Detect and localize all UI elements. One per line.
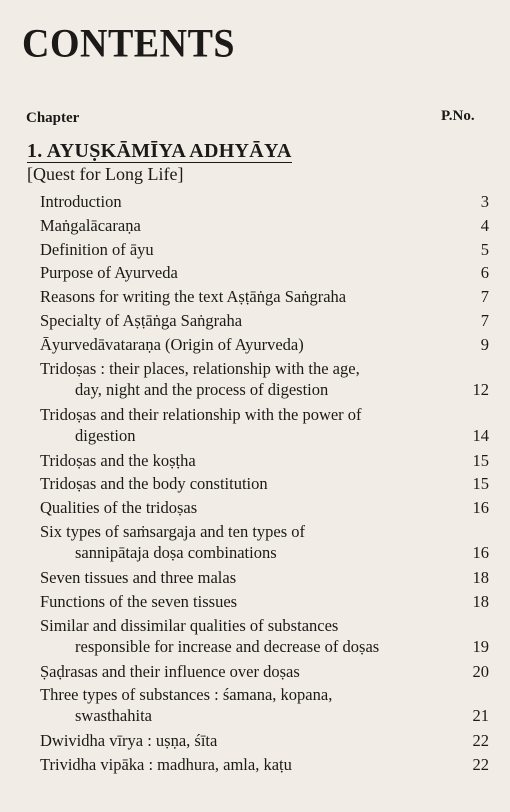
- toc-entry-page: 22: [472, 731, 489, 751]
- page-number-column-header: P.No.: [441, 108, 475, 124]
- toc-entry-page: 14: [472, 425, 489, 445]
- toc-entry-continuation: digestion: [75, 425, 136, 445]
- toc-entry-line: Dwividha vīrya : uṣṇa, śīta: [40, 731, 218, 751]
- toc-entry-continuation: sannipātaja doṣa combinations: [75, 543, 277, 562]
- toc-entry-line: Maṅgalācaraṇa: [40, 215, 141, 235]
- toc-entry-line: Ṣaḍrasas and their influence over doṣas: [40, 661, 300, 681]
- toc-entry-line: Functions of the seven tissues: [40, 591, 238, 611]
- toc-entry-continuation: day, night and the process of digestion: [75, 379, 329, 399]
- page-title: CONTENTS: [22, 21, 236, 67]
- toc-entry-line: Reasons for writing the text Aṣṭāṅga Saṅgraha: [40, 287, 347, 307]
- chapter-subtitle: [Quest for Long Life]: [27, 164, 184, 184]
- toc-entry-page: 3: [480, 192, 489, 211]
- toc-entry-line: Similar and dissimilar qualities of substances: [40, 615, 339, 635]
- toc-entry-line: Trividha vipāka : madhura, amla, kaṭu: [40, 755, 292, 775]
- toc-entry-line: Introduction: [40, 192, 122, 211]
- toc-entry-page: 7: [480, 311, 489, 330]
- toc-entry-page: 4: [480, 215, 489, 235]
- toc-entry-line: Six types of saṁsargaja and ten types of: [40, 522, 306, 541]
- toc-entry-page: 15: [472, 474, 489, 494]
- toc-entry-line: Tridoṣas and the body constitution: [40, 474, 268, 494]
- toc-entry-page: 7: [480, 287, 489, 307]
- toc-entry-page: 15: [472, 450, 489, 470]
- chapter-column-header: Chapter: [26, 110, 80, 126]
- toc-entry-continuation: responsible for increase and decrease of doṣas: [75, 636, 380, 656]
- toc-entry-page: 12: [472, 379, 489, 399]
- toc-entry-line: Three types of substances : śamana, kopana,: [40, 685, 333, 705]
- chapter-title: 1. AYUṢKĀMĪYA ADHYĀYA: [27, 140, 292, 162]
- toc-entry-page: 6: [480, 263, 489, 283]
- toc-entry-line: Purpose of Ayurveda: [40, 263, 178, 283]
- toc-entry-page: 18: [472, 568, 489, 587]
- toc-entry-line: Āyurvedāvataraṇa (Origin of Ayurveda): [40, 334, 304, 354]
- toc-entry-line: Seven tissues and three malas: [40, 568, 237, 587]
- toc-entry-page: 5: [480, 239, 489, 259]
- toc-entry-page: 9: [480, 334, 489, 354]
- toc-entry-line: Tridoṣas : their places, relationship with the age,: [40, 358, 360, 378]
- toc-entry-continuation: swasthahita: [75, 706, 152, 726]
- toc-entry-page: 21: [472, 706, 489, 726]
- toc-entry-line: Definition of āyu: [40, 239, 154, 259]
- toc-entry-page: 18: [472, 591, 489, 611]
- toc-entry-page: 20: [472, 661, 489, 681]
- toc-entry-line: Qualities of the tridoṣas: [40, 498, 198, 518]
- toc-entry-line: Tridoṣas and the koṣṭha: [40, 450, 196, 470]
- toc-entry-line: Specialty of Aṣṭāṅga Saṅgraha: [40, 311, 243, 330]
- toc-entry-page: 22: [472, 755, 489, 775]
- toc-entry-line: Tridoṣas and their relationship with the power of: [40, 404, 362, 424]
- toc-entry-page: 16: [472, 543, 489, 562]
- toc-entry-page: 19: [472, 636, 489, 656]
- toc-entry-page: 16: [472, 498, 489, 518]
